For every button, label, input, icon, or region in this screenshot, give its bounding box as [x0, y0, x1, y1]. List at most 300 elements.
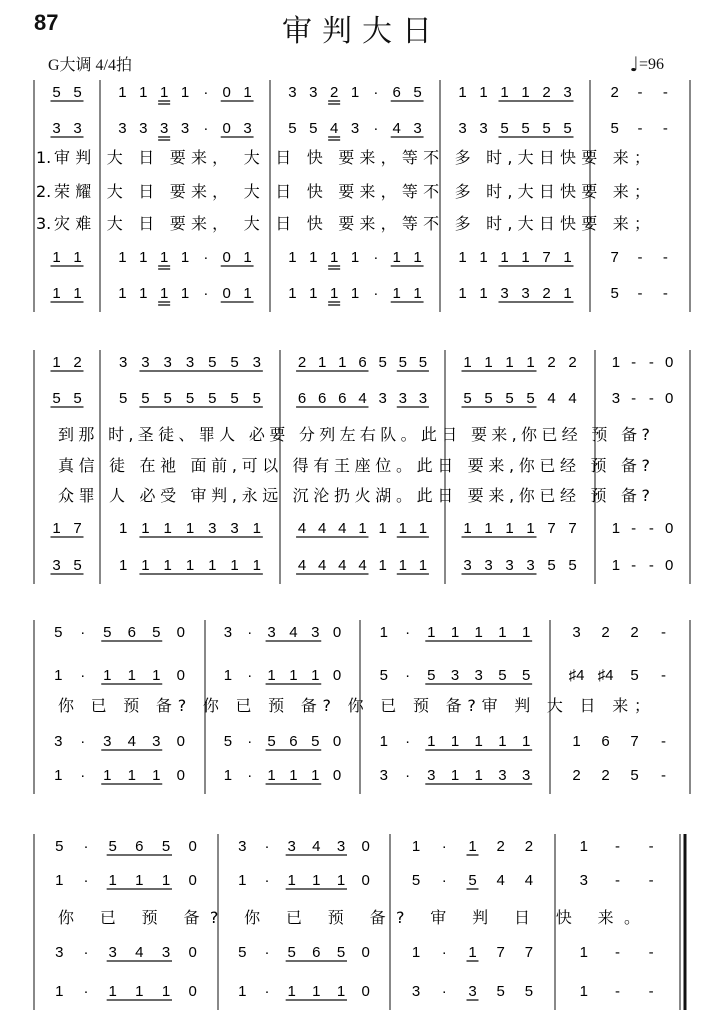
- lyric-line: 到那 时,圣徒、罪人 必要 分列左右队。此日 要来,你已经 预 备?: [58, 425, 650, 444]
- note-digit: 7: [568, 520, 577, 537]
- note-digit: 1: [521, 624, 531, 641]
- note-digit: 5: [161, 838, 171, 855]
- note-digit: 2: [73, 354, 82, 371]
- note-digit: 3: [309, 84, 318, 101]
- note-digit: 1: [288, 249, 297, 266]
- note-digit: ·: [247, 667, 253, 684]
- lyric-line: 荣耀 大 日 要来， 大 日 快 要来，等不 多 时,大日快要 来；: [54, 182, 651, 201]
- note-digit: 1: [418, 557, 428, 574]
- note-digit: 5: [526, 390, 535, 407]
- note-digit: 5: [427, 667, 436, 684]
- note-digit: 5: [498, 667, 507, 684]
- note-digit: 0: [188, 872, 197, 889]
- note-digit: ·: [203, 249, 209, 266]
- note-digit: ·: [373, 84, 379, 101]
- note-digit: 1: [287, 983, 296, 1000]
- note-digit: 3: [336, 838, 346, 855]
- note-digit: 7: [496, 944, 505, 961]
- note-digit: 3: [208, 520, 217, 537]
- note-digit: 0: [176, 624, 185, 641]
- note-digit: 2: [297, 354, 307, 371]
- note-digit: 0: [332, 624, 342, 641]
- note-digit: ·: [373, 285, 379, 302]
- note-digit: 5: [267, 733, 276, 750]
- note-digit: 1: [468, 944, 477, 961]
- note-digit: ·: [247, 624, 253, 641]
- note-digit: 1: [411, 944, 421, 961]
- note-digit: 3: [287, 838, 296, 855]
- note-digit: 1: [450, 624, 460, 641]
- note-digit: 3: [413, 120, 422, 137]
- note-digit: 5: [496, 983, 505, 1000]
- note-digit: ·: [247, 767, 253, 784]
- note-digit: 5: [547, 557, 556, 574]
- note-digit: 3: [521, 285, 530, 302]
- note-digit: 4: [358, 557, 367, 574]
- note-digit: 1: [521, 249, 530, 266]
- note-digit: 3: [572, 624, 581, 641]
- note-digit: 3: [579, 872, 589, 889]
- note-digit: 3: [139, 120, 148, 137]
- note-digit: 1: [379, 624, 389, 641]
- note-digit: 1: [161, 872, 171, 889]
- note-digit: 1: [55, 983, 64, 1000]
- note-digit: ·: [441, 872, 447, 889]
- note-digit: 4: [297, 557, 307, 574]
- note-digit: 3: [411, 983, 421, 1000]
- note-digit: 2: [542, 285, 551, 302]
- note-digit: -: [661, 667, 666, 684]
- note-digit: 1: [127, 667, 136, 684]
- note-digit: 0: [664, 520, 674, 537]
- note-digit: 1: [427, 733, 436, 750]
- note-digit: 3: [238, 838, 247, 855]
- note-digit: 4: [358, 390, 367, 407]
- note-digit: ·: [80, 767, 86, 784]
- note-digit: 3: [185, 354, 195, 371]
- note-digit: 0: [332, 767, 342, 784]
- note-digit: -: [648, 390, 654, 407]
- note-digit: 5: [610, 120, 619, 137]
- note-digit: 1: [287, 872, 296, 889]
- note-digit: 0: [188, 944, 197, 961]
- note-digit: 5: [141, 390, 150, 407]
- note-digit: 1: [329, 285, 339, 302]
- note-digit: 3: [379, 767, 389, 784]
- note-digit: -: [631, 520, 637, 537]
- note-digit: ·: [264, 838, 270, 855]
- note-digit: 5: [73, 557, 82, 574]
- note-digit: 6: [289, 733, 298, 750]
- note-digit: 6: [392, 84, 401, 101]
- note-digit: 5: [378, 354, 387, 371]
- note-digit: ·: [405, 624, 411, 641]
- note-digit: 3: [526, 557, 535, 574]
- note-digit: 5: [230, 354, 239, 371]
- note-digit: 1: [139, 285, 148, 302]
- note-digit: 4: [329, 120, 339, 137]
- note-digit: 1: [223, 767, 233, 784]
- note-digit: -: [648, 944, 654, 961]
- note-digit: ·: [80, 667, 86, 684]
- note-digit: 5: [52, 390, 61, 407]
- note-digit: 1: [484, 520, 493, 537]
- note-digit: 1: [289, 767, 298, 784]
- note-digit: 1: [398, 557, 407, 574]
- note-digit: -: [648, 983, 654, 1000]
- verse-number: 1.: [36, 148, 52, 167]
- note-digit: 3: [230, 520, 239, 537]
- note-digit: 4: [568, 390, 577, 407]
- note-digit: 3: [54, 733, 63, 750]
- note-digit: -: [648, 838, 654, 855]
- note-digit: 1: [185, 557, 195, 574]
- note-digit: 1: [392, 249, 401, 266]
- note-digit: 1: [208, 557, 217, 574]
- note-digit: 1: [474, 624, 483, 641]
- note-digit: 3: [521, 767, 531, 784]
- note-digit: 5: [185, 390, 195, 407]
- note-digit: 1: [52, 285, 61, 302]
- note-digit: 1: [500, 84, 509, 101]
- note-digit: 6: [297, 390, 307, 407]
- note-digit: 1: [163, 557, 172, 574]
- note-digit: 0: [222, 285, 231, 302]
- note-digit: -: [615, 838, 620, 855]
- note-digit: 1: [463, 520, 472, 537]
- note-digit: 5: [463, 390, 472, 407]
- note-digit: 1: [521, 84, 530, 101]
- note-digit: 1: [252, 557, 262, 574]
- note-digit: -: [662, 120, 668, 137]
- note-digit: 3: [611, 390, 621, 407]
- lyric-line: 灾难 大 日 要来， 大 日 快 要来，等不 多 时,大日快要 来；: [54, 214, 651, 233]
- note-digit: 5: [521, 667, 531, 684]
- note-digit: -: [631, 390, 637, 407]
- note-digit: 1: [252, 520, 262, 537]
- note-digit: 6: [338, 390, 347, 407]
- note-digit: 2: [601, 624, 610, 641]
- note-digit: -: [631, 557, 637, 574]
- note-digit: 1: [118, 249, 127, 266]
- note-digit: ♯4: [568, 667, 585, 684]
- note-digit: 0: [176, 767, 185, 784]
- note-digit: 5: [73, 390, 82, 407]
- note-digit: 4: [338, 520, 347, 537]
- note-digit: 1: [563, 249, 572, 266]
- note-digit: 3: [418, 390, 428, 407]
- note-digit: ·: [203, 285, 209, 302]
- note-digit: 1: [611, 557, 621, 574]
- note-digit: ·: [83, 983, 89, 1000]
- note-digit: ·: [373, 249, 379, 266]
- note-digit: -: [637, 285, 643, 302]
- note-digit: 4: [524, 872, 534, 889]
- note-digit: 3: [52, 120, 61, 137]
- note-digit: 0: [222, 120, 231, 137]
- note-digit: 3: [398, 390, 407, 407]
- note-digit: 1: [500, 249, 509, 266]
- note-digit: 1: [103, 767, 112, 784]
- note-digit: 3: [311, 624, 320, 641]
- note-digit: 4: [127, 733, 136, 750]
- note-digit: 5: [610, 285, 619, 302]
- note-digit: 3: [141, 354, 150, 371]
- note-digit: 3: [118, 354, 128, 371]
- hymn-title: 审判大日: [282, 14, 442, 49]
- note-digit: 0: [361, 838, 370, 855]
- note-digit: 1: [159, 249, 169, 266]
- note-digit: -: [648, 557, 654, 574]
- note-digit: 5: [287, 944, 296, 961]
- note-digit: 3: [223, 624, 233, 641]
- note-digit: 7: [542, 249, 551, 266]
- note-digit: 3: [378, 390, 387, 407]
- note-digit: 4: [135, 944, 144, 961]
- note-digit: 5: [54, 624, 63, 641]
- note-digit: 1: [238, 872, 247, 889]
- note-digit: 5: [413, 84, 422, 101]
- note-digit: 1: [579, 944, 589, 961]
- note-digit: 1: [312, 872, 321, 889]
- note-digit: -: [648, 354, 654, 371]
- note-digit: -: [615, 872, 620, 889]
- note-digit: 1: [54, 767, 63, 784]
- note-digit: 1: [288, 285, 297, 302]
- note-digit: 1: [180, 84, 190, 101]
- note-digit: 0: [188, 838, 197, 855]
- note-digit: 1: [611, 520, 621, 537]
- note-digit: 1: [73, 249, 82, 266]
- note-digit: 1: [411, 838, 421, 855]
- note-digit: -: [615, 983, 620, 1000]
- note-digit: 1: [579, 983, 589, 1000]
- note-digit: 1: [230, 557, 239, 574]
- lyric-line: 众罪 人 必受 审判,永远 沉沦扔火湖。此日 要来,你已经 预 备?: [58, 486, 650, 505]
- note-digit: 3: [474, 667, 483, 684]
- note-digit: 5: [52, 84, 61, 101]
- note-digit: 3: [288, 84, 297, 101]
- note-digit: 1: [73, 285, 82, 302]
- note-digit: 3: [450, 667, 460, 684]
- note-digit: 1: [289, 667, 298, 684]
- tempo-value: =96: [638, 56, 664, 73]
- note-digit: ·: [441, 944, 447, 961]
- note-digit: 1: [108, 983, 117, 1000]
- note-digit: 6: [601, 733, 610, 750]
- note-digit: 6: [358, 354, 367, 371]
- note-digit: 1: [336, 872, 346, 889]
- note-digit: 1: [180, 285, 190, 302]
- note-digit: 1: [579, 838, 589, 855]
- note-digit: 1: [572, 733, 581, 750]
- note-digit: 1: [611, 354, 621, 371]
- note-digit: 2: [524, 838, 534, 855]
- note-digit: 2: [572, 767, 581, 784]
- note-digit: 4: [297, 520, 307, 537]
- note-digit: 0: [222, 249, 231, 266]
- note-digit: 1: [474, 733, 483, 750]
- note-digit: 0: [176, 667, 185, 684]
- note-digit: 5: [418, 354, 428, 371]
- note-digit: 5: [630, 667, 639, 684]
- note-digit: 1: [450, 767, 460, 784]
- note-digit: 5: [309, 120, 318, 137]
- note-digit: -: [662, 285, 668, 302]
- note-digit: 2: [630, 624, 639, 641]
- note-digit: 1: [118, 520, 128, 537]
- note-digit: 1: [118, 84, 127, 101]
- note-digit: 3: [118, 120, 127, 137]
- lyric-line: 真信 徒 在祂 面前,可以 得有王座位。此日 要来,你已经 预 备?: [58, 456, 650, 475]
- quarter-note-icon: ♩: [629, 52, 639, 76]
- note-digit: 4: [289, 624, 298, 641]
- note-digit: 1: [159, 285, 169, 302]
- note-digit: 1: [474, 767, 483, 784]
- note-digit: 0: [361, 983, 370, 1000]
- note-digit: 1: [350, 285, 360, 302]
- note-digit: ·: [441, 838, 447, 855]
- note-digit: 5: [103, 624, 112, 641]
- note-digit: 0: [332, 733, 342, 750]
- note-digit: 1: [338, 354, 347, 371]
- note-digit: 3: [484, 557, 493, 574]
- note-digit: 3: [152, 733, 161, 750]
- note-digit: 1: [52, 354, 61, 371]
- note-digit: 1: [309, 249, 318, 266]
- note-digit: 5: [288, 120, 297, 137]
- note-digit: 0: [664, 354, 674, 371]
- note-digit: 6: [312, 944, 321, 961]
- note-digit: 2: [610, 84, 619, 101]
- note-digit: 1: [135, 983, 144, 1000]
- note-digit: 1: [55, 872, 64, 889]
- note-digit: 3: [103, 733, 112, 750]
- note-digit: 1: [161, 983, 171, 1000]
- note-digit: 1: [498, 733, 507, 750]
- note-digit: ·: [405, 733, 411, 750]
- note-digit: 1: [135, 872, 144, 889]
- note-digit: 3: [498, 767, 507, 784]
- note-digit: ·: [264, 872, 270, 889]
- note-digit: ·: [405, 667, 411, 684]
- note-digit: 1: [152, 767, 161, 784]
- note-digit: 0: [188, 983, 197, 1000]
- note-digit: -: [637, 84, 643, 101]
- key-meter: G大调 4/4拍: [48, 57, 133, 74]
- note-digit: 1: [468, 838, 477, 855]
- note-digit: 0: [361, 944, 370, 961]
- note-digit: 1: [378, 520, 387, 537]
- note-digit: 1: [479, 249, 488, 266]
- note-digit: ·: [405, 767, 411, 784]
- note-digit: 4: [547, 390, 556, 407]
- note-digit: 5: [55, 838, 64, 855]
- note-digit: 1: [336, 983, 346, 1000]
- note-digit: 5: [208, 390, 217, 407]
- lyric-line: 你 已 预 备? 你 已 预 备? 审 判 日 快 来。: [58, 908, 640, 927]
- note-digit: 1: [463, 354, 472, 371]
- note-digit: 5: [630, 767, 639, 784]
- note-digit: 5: [223, 733, 233, 750]
- note-digit: 1: [458, 285, 467, 302]
- note-digit: -: [661, 767, 666, 784]
- note-digit: 3: [458, 120, 467, 137]
- note-digit: 3: [243, 120, 252, 137]
- note-digit: ·: [203, 84, 209, 101]
- note-digit: 1: [350, 84, 360, 101]
- note-digit: 1: [563, 285, 572, 302]
- note-digit: 1: [526, 354, 535, 371]
- note-digit: -: [637, 120, 643, 137]
- note-digit: 1: [398, 520, 407, 537]
- note-digit: 3: [479, 120, 488, 137]
- lyric-line: 审判 大 日 要来， 大 日 快 要来，等不 多 时,大日快要 来；: [54, 148, 651, 167]
- note-digit: 5: [521, 120, 530, 137]
- note-digit: 5: [336, 944, 346, 961]
- note-digit: 1: [180, 249, 190, 266]
- note-digit: ·: [83, 838, 89, 855]
- note-digit: 5: [568, 557, 577, 574]
- note-digit: 4: [392, 120, 401, 137]
- note-digit: 1: [458, 84, 467, 101]
- note-digit: 3: [180, 120, 190, 137]
- note-digit: 1: [118, 285, 127, 302]
- hymn-number: 87: [34, 10, 59, 35]
- note-digit: 1: [141, 557, 150, 574]
- note-digit: 1: [103, 667, 112, 684]
- note-digit: 5: [524, 983, 534, 1000]
- note-digit: -: [631, 354, 637, 371]
- note-digit: 3: [161, 944, 171, 961]
- note-digit: 5: [484, 390, 493, 407]
- note-digit: 2: [542, 84, 551, 101]
- note-digit: 1: [52, 520, 61, 537]
- note-digit: 5: [208, 354, 217, 371]
- note-digit: 5: [542, 120, 551, 137]
- note-digit: 4: [496, 872, 505, 889]
- note-digit: 0: [664, 557, 674, 574]
- note-digit: 3: [73, 120, 82, 137]
- note-digit: 1: [108, 872, 117, 889]
- note-digit: 1: [450, 733, 460, 750]
- note-digit: 1: [243, 84, 252, 101]
- note-digit: 1: [141, 520, 150, 537]
- note-digit: 2: [547, 354, 556, 371]
- note-digit: 3: [463, 557, 472, 574]
- note-digit: 4: [318, 557, 327, 574]
- note-digit: -: [648, 520, 654, 537]
- note-digit: 5: [505, 390, 514, 407]
- note-digit: 3: [163, 354, 172, 371]
- note-digit: 3: [159, 120, 169, 137]
- note-digit: 4: [312, 838, 321, 855]
- note-digit: 1: [52, 249, 61, 266]
- note-digit: 3: [350, 120, 360, 137]
- note-digit: 1: [185, 520, 195, 537]
- note-digit: 5: [500, 120, 509, 137]
- note-digit: 5: [311, 733, 320, 750]
- note-digit: ·: [80, 733, 86, 750]
- note-digit: 5: [152, 624, 161, 641]
- note-digit: 5: [73, 84, 82, 101]
- note-digit: 1: [418, 520, 428, 537]
- note-digit: 5: [563, 120, 572, 137]
- note-digit: 1: [311, 767, 320, 784]
- note-digit: 3: [52, 557, 61, 574]
- note-digit: ·: [203, 120, 209, 137]
- note-digit: -: [648, 872, 654, 889]
